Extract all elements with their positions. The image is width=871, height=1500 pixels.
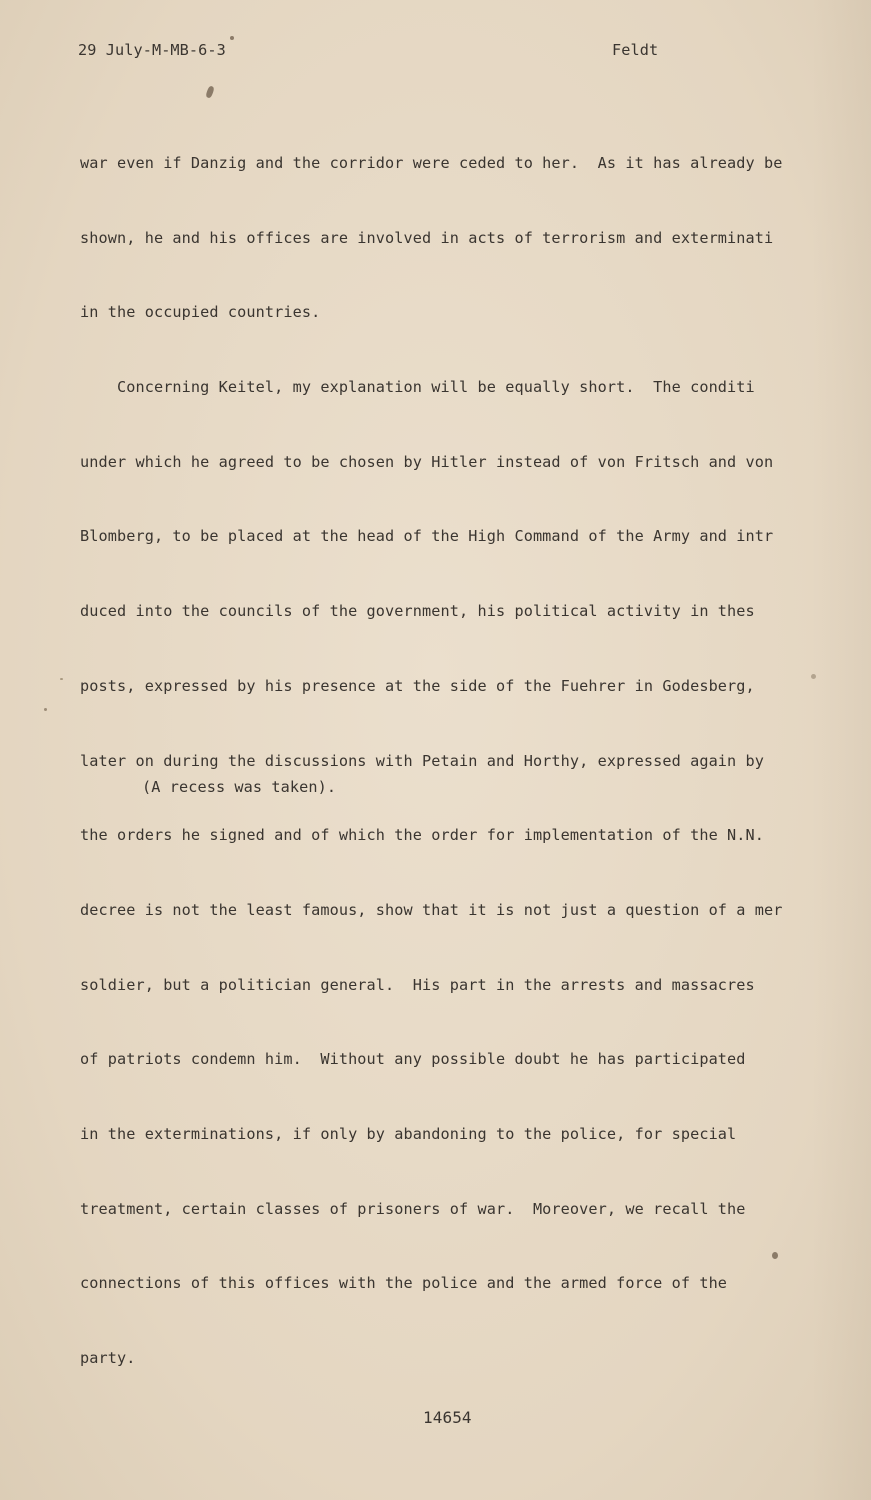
text-line: Concerning Keitel, my explanation will be equally short. The conditi — [80, 378, 755, 397]
ink-speck — [230, 36, 234, 40]
text-line: war even if Danzig and the corridor were ceded to her. As it has already be — [80, 154, 783, 172]
paper-edge-shading — [811, 0, 871, 1500]
text-line: treatment, certain classes of prisoners of war. Moreover, we recall the — [80, 1199, 746, 1218]
recess-note: (A recess was taken). — [142, 778, 337, 796]
text-line: party. — [80, 1349, 136, 1367]
speaker-name: Feldt — [612, 41, 659, 59]
text-line: posts, expressed by his presence at the side of the Fuehrer in Godesberg, — [80, 676, 755, 695]
page-number: 14654 — [423, 1408, 472, 1427]
text-line: in the occupied countries. — [80, 303, 321, 322]
text-line: soldier, but a politician general. His part in the arrests and massacres — [80, 975, 755, 994]
text-line: Blomberg, to be placed at the head of the High Command of the Army and intr — [80, 527, 774, 546]
text-line: under which he agreed to be chosen by Hitler instead of von Fritsch and von — [80, 452, 774, 471]
ink-speck — [772, 1252, 778, 1259]
text-line: shown, he and his offices are involved in acts of terrorism and exterminati — [80, 228, 774, 247]
text-line: decree is not the least famous, show that it is not just a question of a mer — [80, 900, 783, 919]
text-line: duced into the councils of the government, his political activity in thes — [80, 602, 755, 621]
transcript-body — [80, 115, 810, 1421]
text-line: of patriots condemn him. Without any possible doubt he has participated — [80, 1050, 746, 1069]
text-line: the orders he signed and of which the order for implementation of the N.N. — [80, 826, 765, 845]
text-line: connections of this offices with the police and the armed force of the — [80, 1274, 728, 1293]
ink-speck — [44, 708, 47, 711]
ink-speck — [60, 678, 63, 680]
text-line: later on during the discussions with Petain and Horthy, expressed again by — [80, 751, 765, 770]
document-reference: 29 July-M-MB-6-3 — [78, 41, 226, 59]
text-line: in the exterminations, if only by abandoning to the police, for special — [80, 1124, 737, 1143]
ink-speck — [205, 85, 215, 98]
ink-speck — [811, 674, 816, 679]
